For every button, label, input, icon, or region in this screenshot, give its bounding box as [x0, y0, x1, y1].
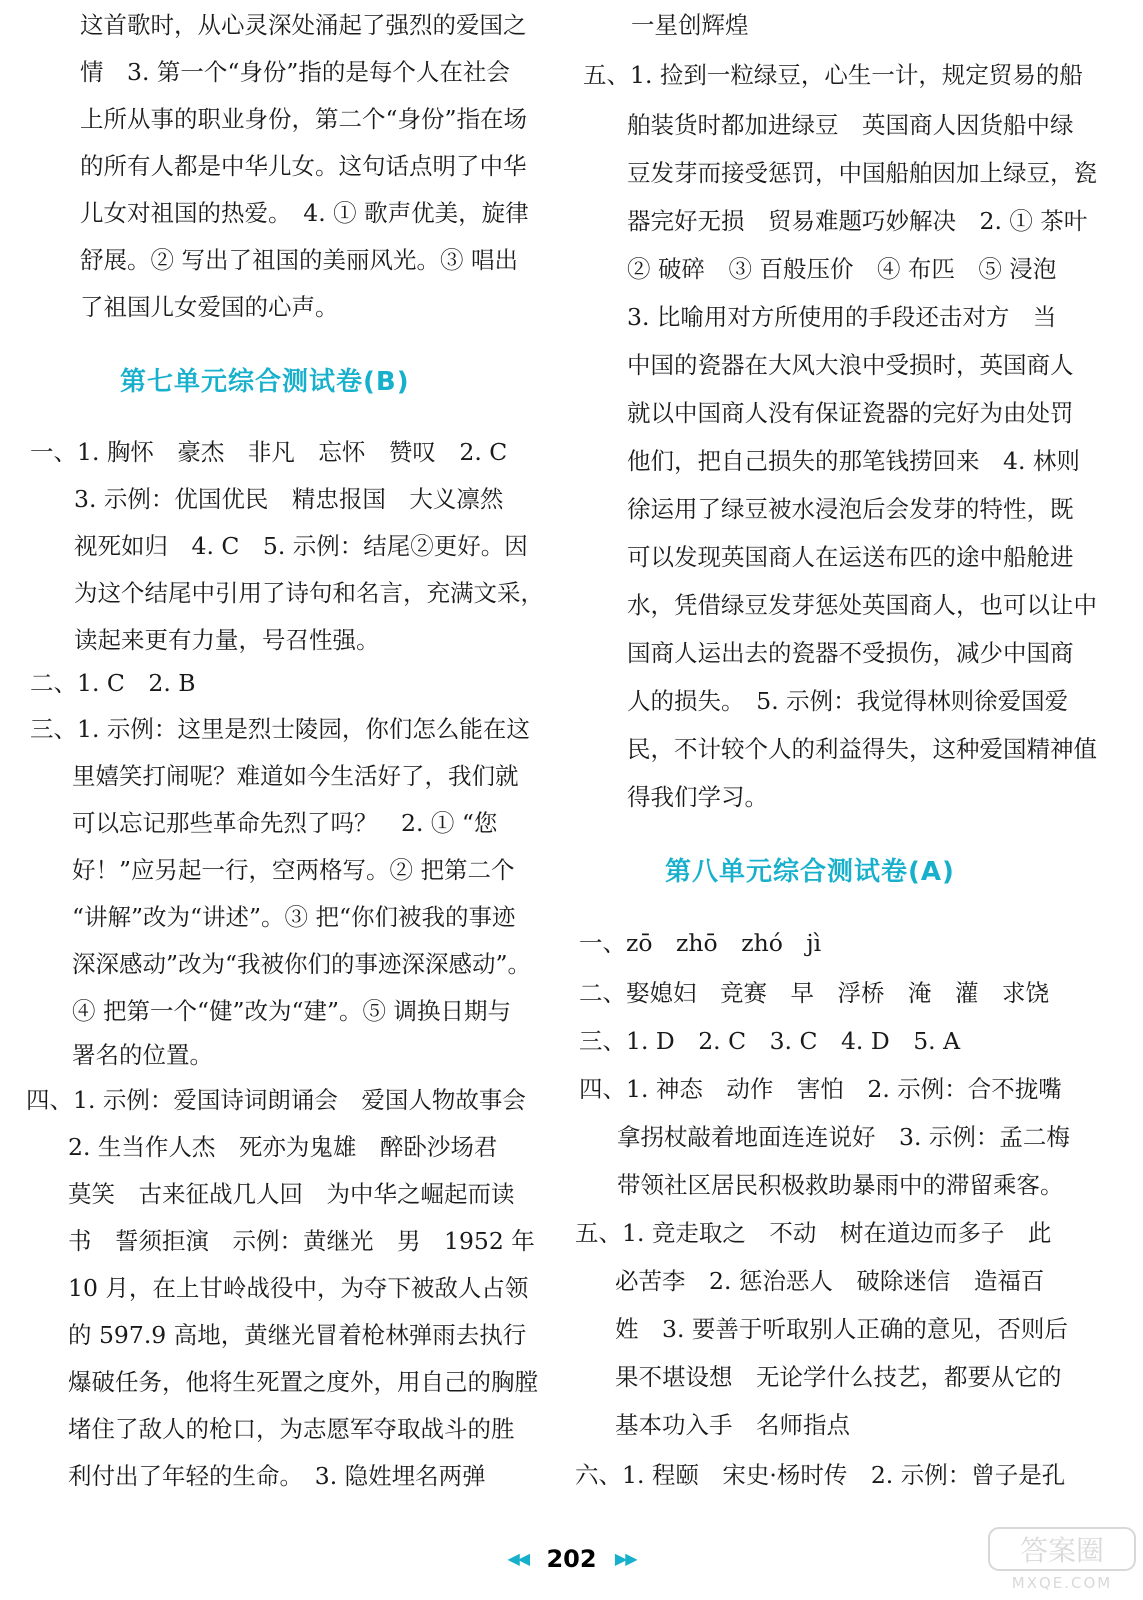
- text-line: 他们，把自己损失的那笔钱捞回来 4. 林则: [627, 447, 1080, 475]
- text-line: 可以发现英国商人在运送布匹的途中船舱进: [627, 543, 1074, 571]
- text-line: 了祖国儿女爱国的心声。: [80, 293, 339, 321]
- next-page-icon[interactable]: ▶▶: [614, 1549, 636, 1568]
- text-line: 姓 3. 要善于听取别人正确的意见，否则后: [615, 1315, 1068, 1343]
- text-line: 二、娶媳妇 竞赛 早 浮桥 淹 灌 求饶: [579, 979, 1049, 1007]
- text-line: 国商人运出去的瓷器不受损伤，减少中国商: [627, 639, 1074, 667]
- text-line: 读起来更有力量，号召性强。: [74, 626, 380, 654]
- text-line: 10 月，在上甘岭战役中，为夺下被敌人占领: [68, 1274, 529, 1302]
- text-line: 带领社区居民积极救助暴雨中的滞留乘客。: [617, 1171, 1064, 1199]
- page-number: 202: [546, 1545, 597, 1573]
- text-line: 这首歌时，从心灵深处涌起了强烈的爱国之: [80, 11, 527, 39]
- text-line: 就以中国商人没有保证瓷器的完好为由处罚: [627, 399, 1074, 427]
- text-line: 器完好无损 贸易难题巧妙解决 2. ① 茶叶: [627, 207, 1088, 235]
- text-line: 五、1. 捡到一粒绿豆，心生一计，规定贸易的船: [583, 61, 1083, 89]
- prev-page-icon[interactable]: ◀◀: [507, 1549, 529, 1568]
- text-line: 3. 示例：优国优民 精忠报国 大义凛然: [74, 485, 504, 513]
- section-heading: 第七单元综合测试卷(B): [120, 367, 410, 397]
- text-line: 好！”应另起一行，空两格写。② 把第二个: [72, 856, 515, 884]
- text-line: 豆发芽而接受惩罚，中国船舶因加上绿豆，瓷: [627, 159, 1097, 187]
- text-line: 舶装货时都加进绿豆 英国商人因货船中绿: [627, 111, 1074, 139]
- page-footer: [0, 1540, 1143, 1576]
- text-line: 必苦李 2. 惩治恶人 破除迷信 造福百: [615, 1267, 1045, 1295]
- text-line: 书 誓须拒演 示例：黄继光 男 1952 年: [68, 1227, 535, 1255]
- text-line: 3. 比喻用对方所使用的手段还击对方 当: [627, 303, 1057, 331]
- text-line: 四、1. 神态 动作 害怕 2. 示例：合不拢嘴: [579, 1075, 1062, 1103]
- text-line: 五、1. 竞走取之 不动 树在道边而多子 此: [575, 1219, 1052, 1247]
- text-line: 可以忘记那些革命先烈了吗？ 2. ① “您: [72, 809, 498, 837]
- text-line: 爆破任务，他将生死置之度外，用自己的胸膛: [68, 1368, 538, 1396]
- text-line: 深深感动”改为“我被你们的事迹深深感动”。: [72, 950, 532, 978]
- text-line: 四、1. 示例：爱国诗词朗诵会 爱国人物故事会: [26, 1086, 526, 1114]
- text-line: 果不堪设想 无论学什么技艺，都要从它的: [615, 1363, 1062, 1391]
- text-line: 人的损失。 5. 示例：我觉得林则徐爱国爱: [627, 687, 1069, 715]
- watermark-title: 答案圈: [1019, 1534, 1105, 1567]
- watermark-logo: [987, 1526, 1137, 1594]
- text-line: 一、zō zhō zhó jì: [579, 929, 822, 957]
- text-line: 儿女对祖国的热爱。 4. ① 歌声优美，旋律: [80, 199, 529, 227]
- text-line: 2. 生当作人杰 死亦为鬼雄 醉卧沙场君: [68, 1133, 498, 1161]
- text-line: 里嬉笑打闹呢？难道如今生活好了，我们就: [72, 762, 519, 790]
- text-line: ② 破碎 ③ 百般压价 ④ 布匹 ⑤ 浸泡: [627, 255, 1057, 283]
- text-line: 堵住了敌人的枪口，为志愿军夺取战斗的胜: [68, 1415, 515, 1443]
- text-line: 舒展。② 写出了祖国的美丽风光。③ 唱出: [80, 246, 518, 274]
- text-line: 上所从事的职业身份，第二个“身份”指在场: [80, 105, 528, 133]
- text-line: 中国的瓷器在大风大浪中受损时，英国商人: [627, 351, 1074, 379]
- text-line: ④ 把第一个“健”改为“建”。⑤ 调换日期与: [72, 997, 511, 1025]
- text-line: “讲解”改为“讲述”。③ 把“你们被我的事迹: [72, 903, 516, 931]
- text-line: 为这个结尾中引用了诗句和名言，充满文采，: [74, 579, 544, 607]
- text-line: 基本功入手 名师指点: [615, 1411, 850, 1439]
- text-line: 三、1. 示例：这里是烈士陵园，你们怎么能在这: [30, 715, 530, 743]
- text-line: 民，不计较个人的利益得失，这种爱国精神值: [627, 735, 1097, 763]
- text-line: 拿拐杖敲着地面连连说好 3. 示例：孟二梅: [617, 1123, 1070, 1151]
- section-heading: 第八单元综合测试卷(A): [665, 857, 955, 887]
- text-line: 二、1. C 2. B: [30, 669, 196, 697]
- text-line: 视死如归 4. C 5. 示例：结尾②更好。因: [74, 532, 528, 560]
- watermark-url: MXQE.COM: [1011, 1574, 1113, 1592]
- text-line: 的所有人都是中华儿女。这句话点明了中华: [80, 152, 527, 180]
- text-line: 利付出了年轻的生命。 3. 隐姓埋名两弹: [68, 1462, 486, 1490]
- text-line: 得我们学习。: [627, 783, 768, 811]
- text-line: 水，凭借绿豆发芽惩处英国商人，也可以让中: [627, 591, 1097, 619]
- text-line: 一星创辉煌: [631, 11, 749, 39]
- text-line: 的 597.9 高地，黄继光冒着枪林弹雨去执行: [68, 1321, 527, 1349]
- text-line: 莫笑 古来征战几人回 为中华之崛起而读: [68, 1180, 515, 1208]
- text-line: 一、1. 胸怀 豪杰 非凡 忘怀 赞叹 2. C: [30, 438, 508, 466]
- text-line: 署名的位置。: [72, 1041, 213, 1069]
- text-line: 六、1. 程颐 宋史·杨时传 2. 示例：曾子是孔: [575, 1461, 1066, 1489]
- text-line: 情 3. 第一个“身份”指的是每个人在社会: [80, 58, 510, 86]
- text-line: 徐运用了绿豆被水浸泡后会发芽的特性，既: [627, 495, 1074, 523]
- text-line: 三、1. D 2. C 3. C 4. D 5. A: [579, 1027, 961, 1055]
